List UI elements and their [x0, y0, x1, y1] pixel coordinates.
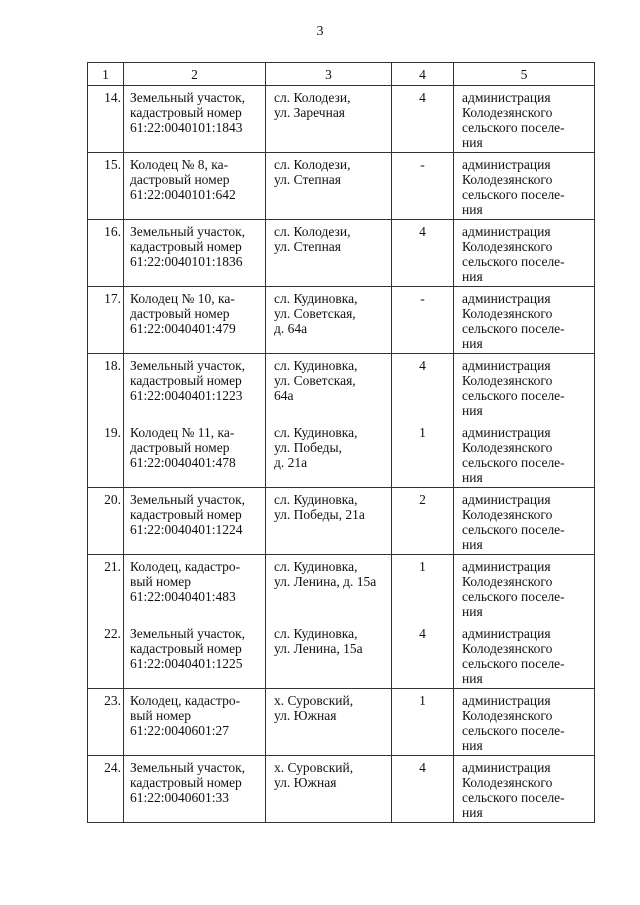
table-header-row: [88, 63, 595, 86]
table-row: [88, 220, 595, 287]
object-address: [266, 220, 392, 287]
row-number: 14.: [88, 86, 124, 153]
object-owner-line: администрация: [462, 424, 551, 440]
property-table: [87, 62, 595, 823]
object-owner-line: сельского поселе-: [462, 655, 565, 671]
object-address-line: ул. Заречная: [274, 105, 346, 120]
row-number: 16.: [88, 220, 124, 287]
object-description: [124, 756, 266, 823]
object-address-line: сл. Колодези,: [274, 224, 351, 239]
object-description-line: Земельный участок,: [130, 358, 246, 373]
object-owner-line: администрация: [462, 157, 551, 172]
table-row: [88, 756, 595, 823]
row-number: 21.: [88, 555, 124, 622]
object-quantity: 4: [392, 354, 454, 421]
page-number: 3: [316, 24, 324, 39]
object-owner-line: Колодезянского: [462, 574, 553, 589]
object-description: [124, 689, 266, 756]
object-quantity: 1: [392, 555, 454, 622]
object-owner-line: Колодезянского: [462, 640, 553, 656]
object-owner-line: сельского поселе-: [462, 187, 565, 202]
object-description-line: Колодец, кадастро-: [130, 559, 241, 574]
object-description-line: 61:22:0040401:483: [130, 589, 236, 604]
object-owner-line: ния: [462, 469, 483, 485]
object-address-line: х. Суровский,: [274, 693, 354, 708]
object-address: [266, 354, 392, 421]
object-description-line: Колодец № 11, ка-: [130, 424, 235, 440]
object-owner-line: сельского поселе-: [462, 388, 565, 403]
object-owner-line: администрация: [462, 291, 551, 306]
object-description-line: Земельный участок,: [130, 90, 246, 105]
object-address-line: 64а: [274, 388, 294, 403]
object-description-line: 61:22:0040101:1836: [130, 254, 243, 269]
object-owner-line: администрация: [462, 224, 551, 239]
object-owner-line: сельского поселе-: [462, 454, 565, 470]
object-owner-line: сельского поселе-: [462, 254, 565, 269]
object-description-line: Колодец № 10, ка-: [130, 291, 235, 306]
table-row: [88, 421, 595, 488]
object-description: [124, 153, 266, 220]
object-address: [266, 689, 392, 756]
object-description-line: 61:22:0040401:1223: [130, 388, 243, 403]
object-address-line: ул. Советская,: [274, 373, 356, 388]
object-description: [124, 488, 266, 555]
table-row: [88, 86, 595, 153]
object-address-line: сл. Колодези,: [274, 90, 351, 105]
column-header-2: 2: [124, 63, 266, 86]
object-owner-line: ния: [462, 403, 483, 418]
object-description-line: вый номер: [130, 574, 192, 589]
object-owner-line: ния: [462, 202, 483, 217]
object-description-line: кадастровый номер: [130, 373, 242, 388]
object-owner-line: сельского поселе-: [462, 723, 565, 738]
object-owner-line: сельского поселе-: [462, 790, 565, 805]
object-owner-line: ния: [462, 135, 483, 150]
object-owner-line: Колодезянского: [462, 373, 553, 388]
object-owner: [454, 622, 595, 689]
object-description-line: вый номер: [130, 708, 192, 723]
table-row: [88, 153, 595, 220]
object-owner: [454, 354, 595, 421]
object-quantity: 4: [392, 220, 454, 287]
object-description: [124, 86, 266, 153]
row-number: 17.: [88, 287, 124, 354]
object-owner-line: сельского поселе-: [462, 321, 565, 336]
object-address-line: сл. Кудиновка,: [274, 559, 358, 574]
column-header-4: 4: [392, 63, 454, 86]
object-description: [124, 622, 266, 689]
object-quantity: 4: [392, 622, 454, 689]
object-owner: [454, 153, 595, 220]
object-owner-line: Колодезянского: [462, 306, 553, 321]
object-description-line: 61:22:0040401:479: [130, 321, 236, 336]
object-owner: [454, 220, 595, 287]
object-address-line: сл. Колодези,: [274, 157, 351, 172]
object-owner-line: Колодезянского: [462, 507, 553, 522]
object-owner-line: ния: [462, 604, 483, 619]
object-address-line: д. 21а: [274, 454, 308, 470]
object-description: [124, 287, 266, 354]
object-owner: [454, 488, 595, 555]
table-row: [88, 622, 595, 689]
object-address-line: сл. Кудиновка,: [274, 358, 358, 373]
object-address-line: сл. Кудиновка,: [274, 424, 358, 440]
table-row: [88, 488, 595, 555]
table-body: [88, 63, 595, 823]
object-description-line: Земельный участок,: [130, 760, 246, 775]
object-owner-line: администрация: [462, 625, 551, 641]
object-owner-line: администрация: [462, 90, 551, 105]
object-owner-line: администрация: [462, 492, 551, 507]
object-address: [266, 421, 392, 488]
object-owner-line: Колодезянского: [462, 439, 553, 455]
row-number: 20.: [88, 488, 124, 555]
object-owner-line: администрация: [462, 693, 551, 708]
object-address: [266, 555, 392, 622]
object-quantity: 4: [392, 756, 454, 823]
object-quantity: 2: [392, 488, 454, 555]
object-description-line: кадастровый номер: [130, 507, 242, 522]
object-address-line: ул. Ленина, 15а: [274, 640, 363, 656]
object-description-line: 61:22:0040401:1225: [130, 655, 243, 671]
column-header-3: 3: [266, 63, 392, 86]
object-quantity: 1: [392, 689, 454, 756]
object-address-line: ул. Победы,: [274, 439, 342, 455]
object-address: [266, 488, 392, 555]
object-description: [124, 220, 266, 287]
object-address: [266, 622, 392, 689]
object-description-line: Земельный участок,: [130, 492, 246, 507]
object-owner-line: ния: [462, 537, 483, 552]
object-owner: [454, 86, 595, 153]
object-owner-line: сельского поселе-: [462, 589, 565, 604]
object-owner: [454, 756, 595, 823]
object-description-line: 61:22:0040101:1843: [130, 120, 243, 135]
object-owner-line: ния: [462, 336, 483, 351]
object-address-line: ул. Степная: [274, 172, 342, 187]
object-quantity: 4: [392, 86, 454, 153]
object-owner-line: ния: [462, 805, 483, 820]
object-quantity: -: [392, 287, 454, 354]
object-address-line: сл. Кудиновка,: [274, 625, 358, 641]
object-address-line: ул. Степная: [274, 239, 342, 254]
row-number: 19.: [88, 421, 124, 488]
object-owner-line: Колодезянского: [462, 172, 553, 187]
object-description-line: Колодец № 8, ка-: [130, 157, 229, 172]
table-row: [88, 555, 595, 622]
object-address: [266, 287, 392, 354]
object-owner: [454, 689, 595, 756]
object-description-line: дастровый номер: [130, 172, 230, 187]
object-description-line: Колодец, кадастро-: [130, 693, 241, 708]
row-number: 18.: [88, 354, 124, 421]
object-quantity: 1: [392, 421, 454, 488]
row-number: 24.: [88, 756, 124, 823]
object-owner-line: Колодезянского: [462, 708, 553, 723]
object-owner-line: администрация: [462, 358, 551, 373]
object-owner-line: ния: [462, 670, 483, 686]
object-description: [124, 421, 266, 488]
table-row: [88, 354, 595, 421]
object-description-line: дастровый номер: [130, 306, 230, 321]
object-owner: [454, 421, 595, 488]
object-owner-line: администрация: [462, 559, 551, 574]
object-owner-line: ния: [462, 269, 483, 284]
object-address-line: сл. Кудиновка,: [274, 291, 358, 306]
object-owner: [454, 287, 595, 354]
object-address-line: х. Суровский,: [274, 760, 354, 775]
object-description: [124, 354, 266, 421]
row-number: 22.: [88, 622, 124, 689]
object-description-line: кадастровый номер: [130, 239, 242, 254]
object-owner-line: администрация: [462, 760, 551, 775]
object-address-line: ул. Победы, 21а: [274, 507, 365, 522]
object-owner-line: Колодезянского: [462, 105, 553, 120]
object-owner-line: Колодезянского: [462, 775, 553, 790]
object-description-line: 61:22:0040401:478: [130, 454, 236, 470]
object-address: [266, 153, 392, 220]
object-description-line: 61:22:0040101:642: [130, 187, 236, 202]
column-header-1: 1: [88, 63, 124, 86]
object-address: [266, 756, 392, 823]
object-description-line: 61:22:0040601:33: [130, 790, 230, 805]
object-address-line: д. 64а: [274, 321, 308, 336]
object-owner: [454, 555, 595, 622]
column-header-5: 5: [454, 63, 595, 86]
object-address-line: сл. Кудиновка,: [274, 492, 358, 507]
object-description-line: кадастровый номер: [130, 640, 242, 656]
object-description-line: 61:22:0040401:1224: [130, 522, 243, 537]
object-description-line: Земельный участок,: [130, 625, 246, 641]
object-owner-line: сельского поселе-: [462, 522, 565, 537]
object-address: [266, 86, 392, 153]
object-address-line: ул. Южная: [274, 775, 337, 790]
object-description-line: кадастровый номер: [130, 105, 242, 120]
object-quantity: -: [392, 153, 454, 220]
row-number: 23.: [88, 689, 124, 756]
object-description-line: дастровый номер: [130, 439, 230, 455]
object-address-line: ул. Советская,: [274, 306, 356, 321]
object-description-line: Земельный участок,: [130, 224, 246, 239]
object-address-line: ул. Южная: [274, 708, 337, 723]
object-owner-line: ния: [462, 738, 483, 753]
object-description-line: 61:22:0040601:27: [130, 723, 230, 738]
table-row: [88, 689, 595, 756]
table-row: [88, 287, 595, 354]
object-description: [124, 555, 266, 622]
object-owner-line: сельского поселе-: [462, 120, 565, 135]
row-number: 15.: [88, 153, 124, 220]
object-address-line: ул. Ленина, д. 15а: [274, 574, 377, 589]
object-owner-line: Колодезянского: [462, 239, 553, 254]
object-description-line: кадастровый номер: [130, 775, 242, 790]
